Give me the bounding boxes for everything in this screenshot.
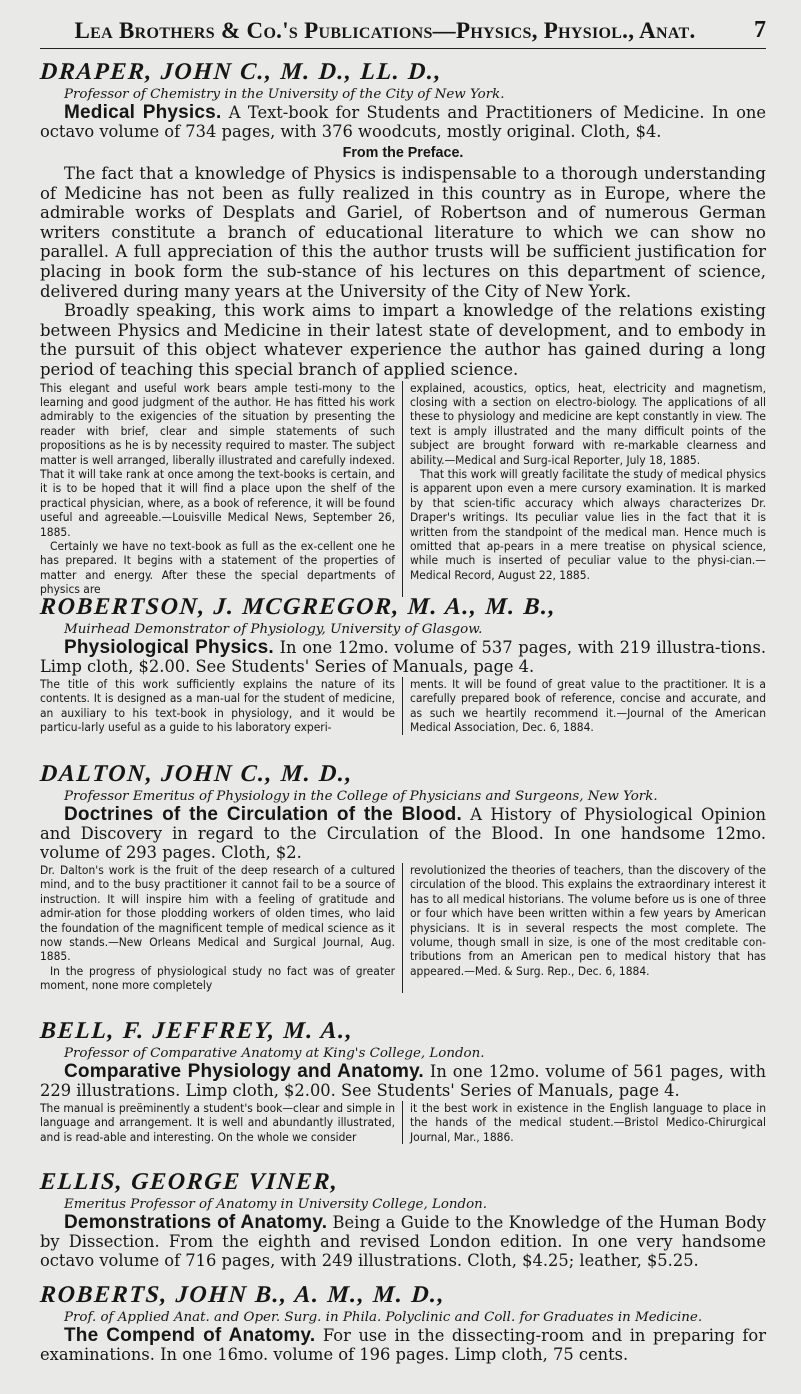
page-number: 7 bbox=[754, 17, 766, 43]
author-name: DALTON, JOHN C., M. D., bbox=[39, 761, 355, 787]
author-name: BELL, F. JEFFREY, M. A., bbox=[39, 1018, 355, 1044]
book-title: The Compend of Anatomy. bbox=[64, 1325, 316, 1346]
preface-text bbox=[40, 164, 766, 380]
entry-draper bbox=[40, 58, 766, 597]
review-columns bbox=[40, 863, 766, 993]
entry-robertson bbox=[40, 593, 766, 735]
entry-bell bbox=[40, 1017, 766, 1144]
author-name: DRAPER, JOHN C., M. D., LL. D., bbox=[39, 59, 444, 85]
book-details: A History of Physiological Opinion and Discovery in regard to the Circulation of the Blood. In one handsome 12mo. volume of 293 pages. Cloth, $2. bbox=[40, 805, 766, 862]
book-title: Comparative Physiology and Anatomy. bbox=[64, 1061, 424, 1082]
author-name: ELLIS, GEORGE VINER, bbox=[39, 1169, 340, 1195]
review-paragraph: In the progress of physiological study no fact was of greater moment, none more completely bbox=[40, 963, 395, 993]
review-columns bbox=[40, 381, 766, 597]
book-details: A Text-book for Students and Practitioners of Medicine. In one octavo volume of 734 pages, with 376 woodcuts, mostly original. Cloth, $4. bbox=[40, 103, 766, 141]
review-columns bbox=[40, 1101, 766, 1144]
book-title: Physiological Physics. bbox=[64, 637, 274, 658]
review-column-left bbox=[40, 1101, 403, 1144]
review-column-right bbox=[403, 381, 766, 597]
book-details: In one 12mo. volume of 537 pages, with 219 illustra-tions. Limp cloth, $2.00. See Students' Series of Manuals, page 4. bbox=[40, 638, 767, 676]
review-column-right bbox=[403, 1101, 766, 1144]
review-paragraph: revolutionized the theories of teachers, than the discovery of the circulation of the blood. This explains the extraordinary interest it has to all medical historians. The volume before us is one of three or four which have been written within a few years by American physicians. It is in several respects the most complete. The volume, though small in size, is one of the most creditable con-tributions from an American pen to medical history that has appeared.—Med. & Surg. Rep., Dec. 6, 1884. bbox=[410, 863, 766, 978]
book-details: In one 12mo. volume of 561 pages, with 229 illustrations. Limp cloth, $2.00. See Students' Series of Manuals, page 4. bbox=[40, 1062, 766, 1100]
author-position: Professor Emeritus of Physiology in the College of Physicians and Surgeons, New York. bbox=[64, 789, 658, 804]
book-title: Doctrines of the Circulation of the Blood. bbox=[64, 804, 462, 825]
review-column-right bbox=[403, 863, 766, 993]
book-description bbox=[40, 1062, 766, 1100]
review-paragraph: Dr. Dalton's work is the fruit of the deep research of a cultured mind, and to the busy practitioner it cannot fail to be a source of instruction. It will inspire him with a feeling of gratitude and admir-ation for those plodding workers of olden times, who laid the foundation of the magnificent temple of medical science as it now stands.—New Orleans Medical and Surgical Journal, Aug. 1885. bbox=[40, 863, 395, 964]
review-column-left bbox=[40, 381, 403, 597]
entry-dalton bbox=[40, 760, 766, 993]
preface-paragraph: The fact that a knowledge of Physics is indispensable to a thorough understanding of Medicine has not been as fully realized in this country as in Europe, where the admirable works of Desplats and Gariel, of Robertson and of numerous German writers constitute a branch of educational literature to which we can show no parallel. A full appreciation of this the author trusts will be sufficient justification for placing in book form the sub-stance of his lectures on this department of science, delivered during many years at the University of the City of New York. bbox=[40, 164, 766, 301]
review-paragraph: Certainly we have no text-book as full as the ex-cellent one he has prepared. It begins with a statement of the properties of matter and energy. After these the special departments of physics are bbox=[40, 539, 395, 597]
review-column-left bbox=[40, 863, 403, 993]
entry-roberts bbox=[40, 1281, 766, 1364]
author-position: Emeritus Professor of Anatomy in University College, London. bbox=[64, 1197, 488, 1212]
preface-heading: From the Preface. bbox=[342, 145, 464, 161]
entry-ellis bbox=[40, 1168, 766, 1270]
review-column-right bbox=[403, 677, 766, 735]
author-position: Muirhead Demonstrator of Physiology, University of Glasgow. bbox=[64, 622, 483, 637]
author-name: ROBERTS, JOHN B., A. M., M. D., bbox=[39, 1282, 447, 1308]
running-head bbox=[40, 18, 766, 49]
book-description bbox=[40, 1326, 766, 1364]
review-column-left bbox=[40, 677, 403, 735]
review-paragraph: it the best work in existence in the English language to place in the hands of the medical student.—Bristol Medico-Chirurgical Journal, Mar., 1886. bbox=[410, 1101, 766, 1144]
book-description bbox=[40, 805, 766, 862]
review-paragraph: The title of this work sufficiently explains the nature of its contents. It is designed as a man-ual for the student of medicine, an auxiliary to his text-book in physiology, and it would be particu-larly useful as a guide to his laboratory experi- bbox=[40, 677, 395, 735]
review-paragraph: The manual is preëminently a student's book—clear and simple in language and arrangement. It is well and abundantly illustrated, and is read-able and interesting. On the whole we consider bbox=[40, 1101, 395, 1144]
author-position: Professor of Chemistry in the University of the City of New York. bbox=[64, 87, 505, 102]
running-head-title: Lea Brothers & Co.'s Publications—Physics, Physiol., Anat. bbox=[74, 18, 696, 43]
author-position: Professor of Comparative Anatomy at King's College, London. bbox=[64, 1046, 485, 1061]
book-description bbox=[40, 1213, 766, 1270]
book-details: Being a Guide to the Knowledge of the Human Body by Dissection. From the eighth and revised London edition. In one very handsome octavo volume of 716 pages, with 249 illustrations. Cloth, $4.25; leather, $5.25. bbox=[40, 1213, 766, 1270]
book-description bbox=[40, 638, 766, 676]
book-description bbox=[40, 103, 766, 141]
preface-paragraph: Broadly speaking, this work aims to impart a knowledge of the relations existing between Physics and Medicine in their latest state of development, and to embody in the pursuit of this object whatever experience the author has gained during a long period of teaching this special branch of applied science. bbox=[40, 301, 766, 379]
author-name: ROBERTSON, J. MCGREGOR, M. A., M. B., bbox=[39, 594, 558, 620]
review-columns bbox=[40, 677, 766, 735]
review-paragraph: ments. It will be found of great value to the practitioner. It is a carefully prepared book of reference, concise and accurate, and as such we heartily recommend it.—Journal of the American Medical Association, Dec. 6, 1884. bbox=[410, 677, 766, 735]
book-title: Medical Physics. bbox=[64, 102, 222, 123]
review-paragraph: This elegant and useful work bears ample testi-mony to the learning and good judgment of the author. He has fitted his work admirably to the exigencies of the situation by presenting the reader with brief, clear and simple statements of such propositions as he is by necessity required to master. The subject matter is well arranged, liberally illustrated and carefully indexed. That it will take rank at once among the text-books is certain, and it is to be hoped that it will find a place upon the shelf of the practical physician, where, as a book of reference, it will be found useful and agreeable.—Louisville Medical News, September 26, 1885. bbox=[40, 380, 395, 539]
review-paragraph: explained, acoustics, optics, heat, electricity and magnetism, closing with a section on electro-biology. The applications of all these to physiology and medicine are kept constantly in view. The text is amply illustrated and the many difficult points of the subject are brought forward with re-markable clearness and ability.—Medical and Surg-ical Reporter, July 18, 1885. bbox=[410, 380, 766, 467]
book-details: For use in the dissecting-room and in preparing for examinations. In one 16mo. volume of 196 pages. Limp cloth, 75 cents. bbox=[40, 1326, 766, 1364]
review-paragraph: That this work will greatly facilitate the study of medical physics is apparent upon even a mere cursory examination. It is marked by that scien-tific accuracy which always characterizes Dr. Draper's writings. Its peculiar value lies in the fact that it is written from the standpoint of the medical man. Hence much is omitted that ap-pears in a mere treatise on physical science, while much is inserted of peculiar value to the physi-cian.—Medical Record, August 22, 1885. bbox=[410, 466, 766, 582]
book-title: Demonstrations of Anatomy. bbox=[64, 1212, 328, 1233]
author-position: Prof. of Applied Anat. and Oper. Surg. in Phila. Polyclinic and Coll. for Graduates in Medicine. bbox=[64, 1310, 703, 1325]
